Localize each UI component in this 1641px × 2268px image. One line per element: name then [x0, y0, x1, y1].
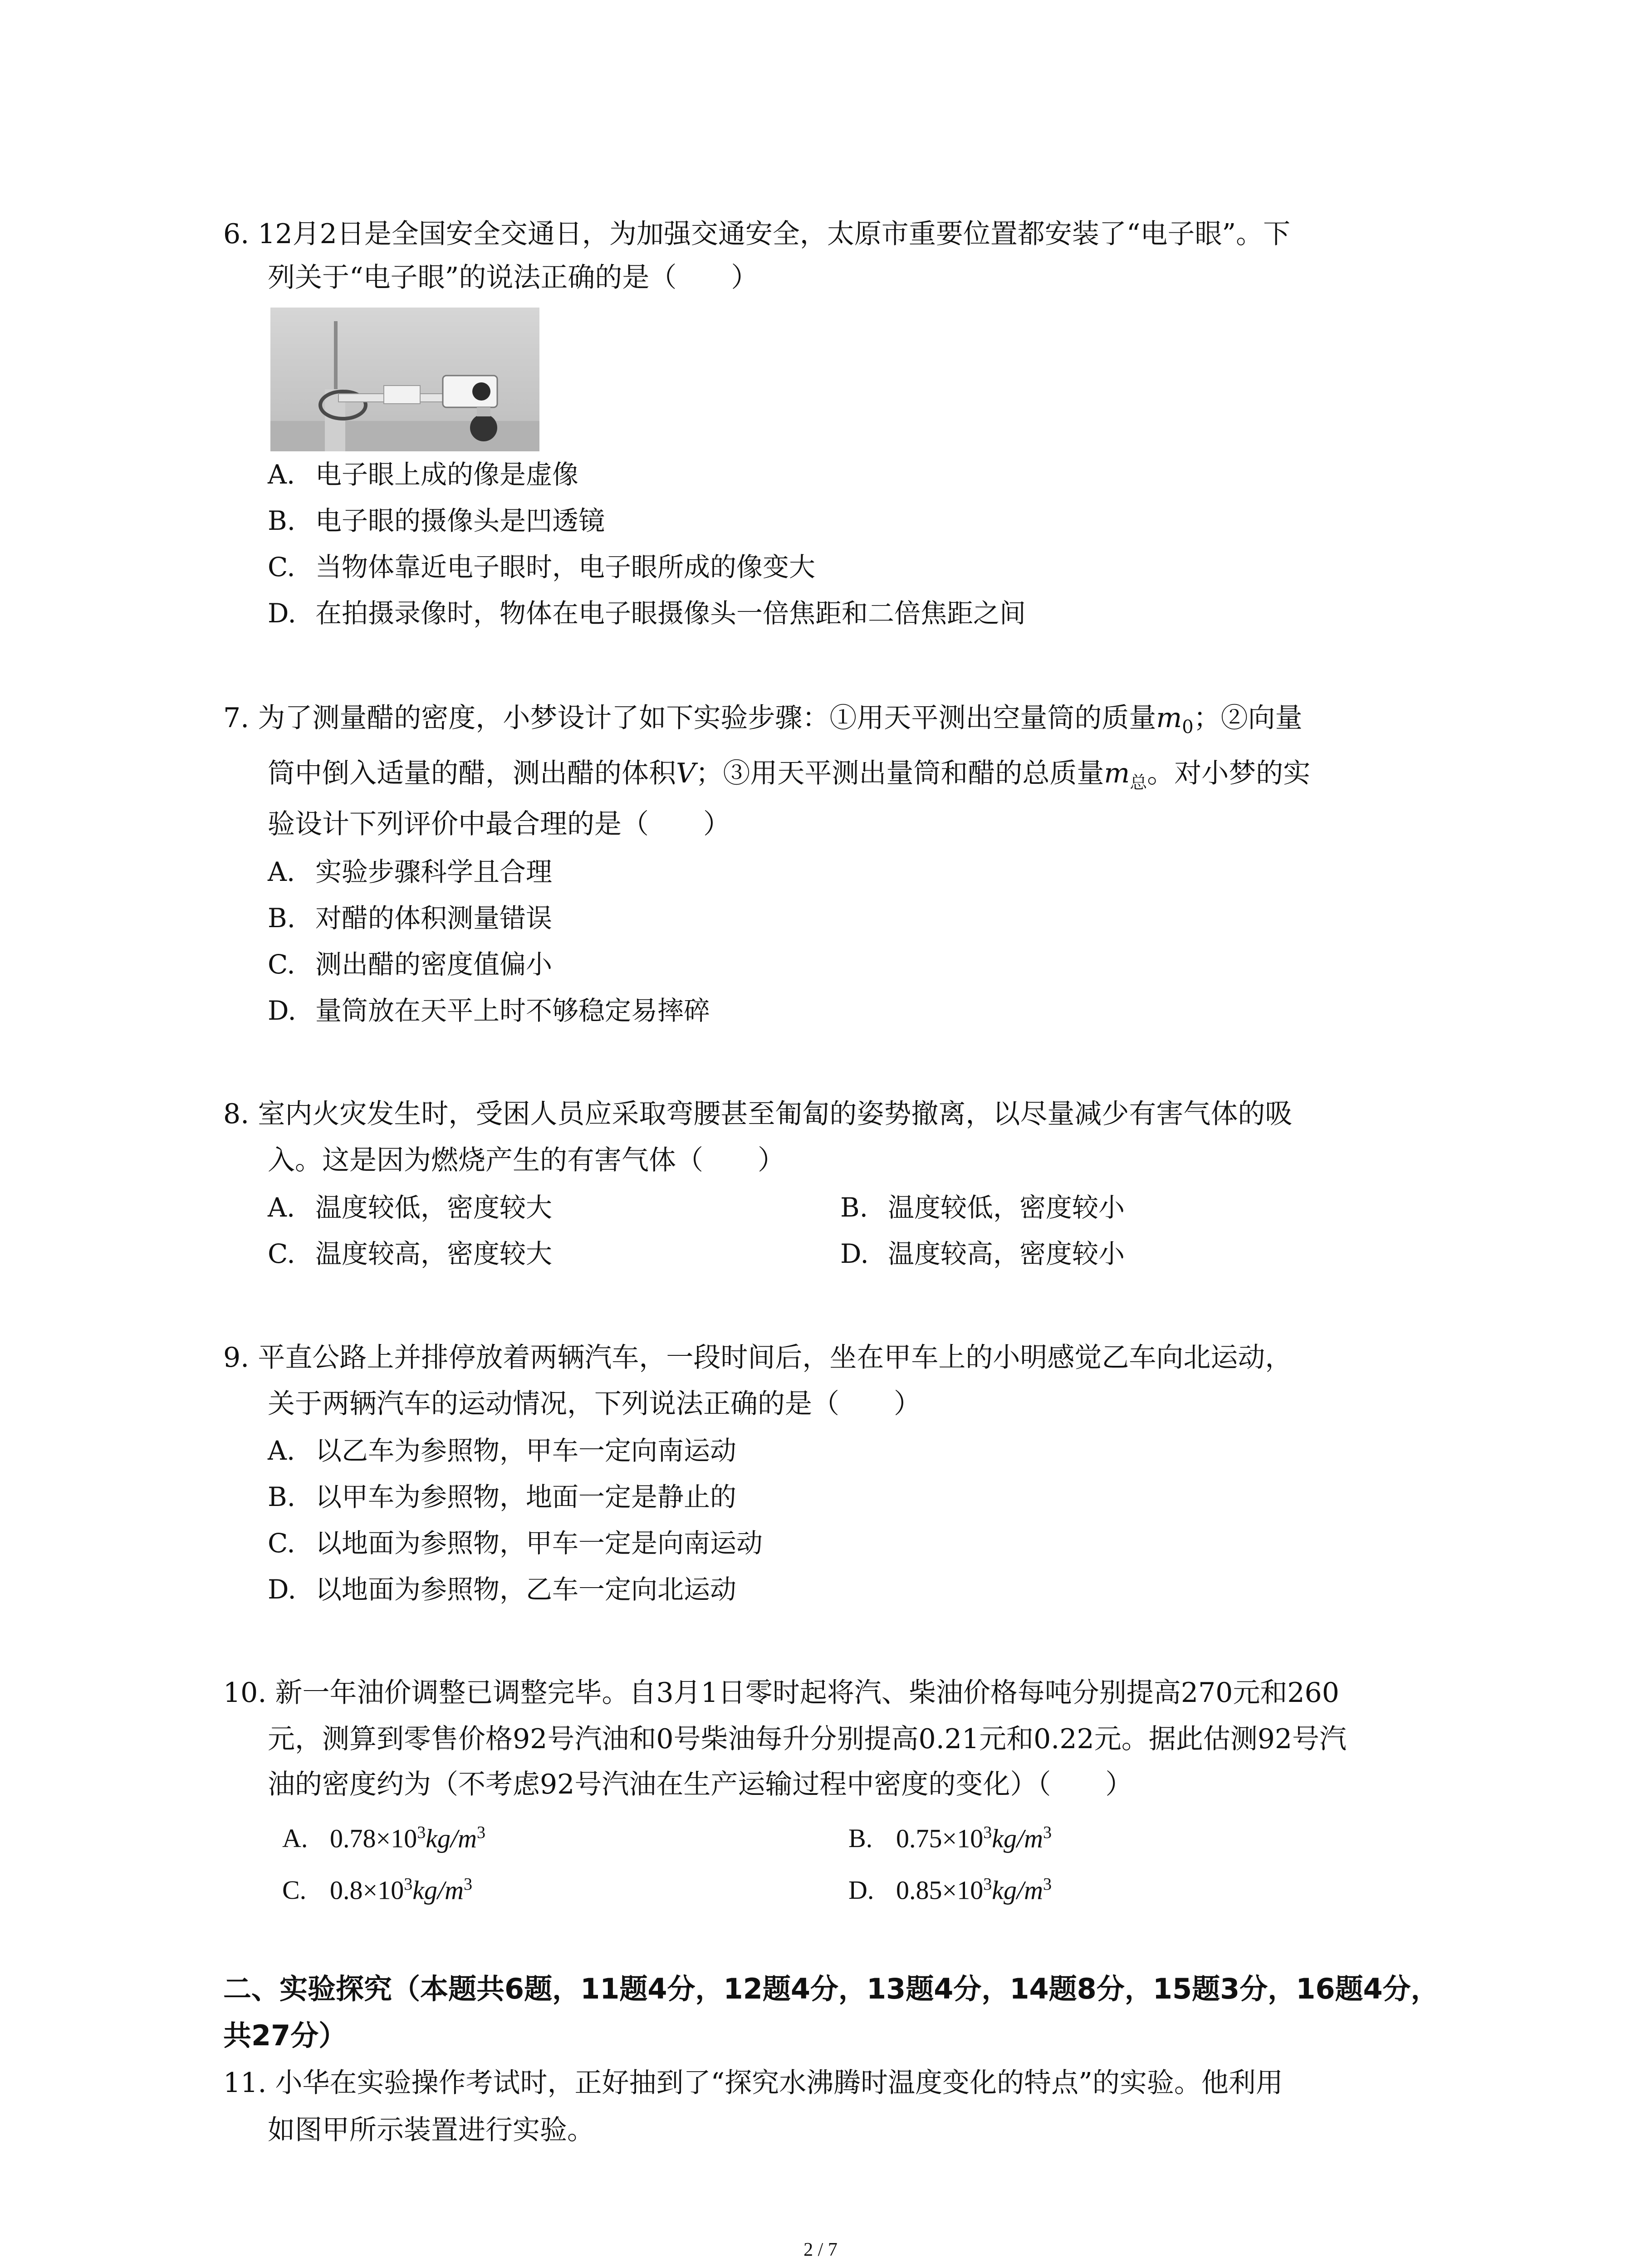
q10-option-c[interactable]: C. $0.8\times 10^3kg/m^3$ — [282, 1875, 472, 1905]
q7-stem-line-1: 7. 为了测量醋的密度，小梦设计了如下实验步骤：①用天平测出空量筒的质量$m_0$；②向量 — [223, 702, 1303, 738]
q9-option-d[interactable]: D. 以地面为参照物，乙车一定向北运动 — [268, 1574, 737, 1605]
q8-option-d[interactable]: D. 温度较高，密度较小 — [840, 1238, 1125, 1269]
q9-stem-line-1: 9. 平直公路上并排停放着两辆汽车，一段时间后，坐在甲车上的小明感觉乙车向北运动， — [223, 1342, 1293, 1374]
q9-option-b[interactable]: B. 以甲车为参照物，地面一定是静止的 — [268, 1481, 737, 1512]
section-heading-line-2: 共27分） — [223, 2019, 347, 2052]
q10-stem-line-1: 10. 新一年油价调整已调整完毕。自3月1日零时起将汽、柴油价格每吨分别提高270元和260 — [223, 1677, 1339, 1709]
q9-stem-line-2: 关于两辆汽车的运动情况，下列说法正确的是（ ） — [268, 1388, 921, 1420]
q10-option-d[interactable]: D. $0.85\times 10^3kg/m^3$ — [848, 1875, 1052, 1905]
q10-stem-line-2: 元，测算到零售价格92号汽油和0号柴油每升分别提高0.21元和0.22元。据此估测92号汽 — [268, 1723, 1347, 1755]
q11-stem-line-2: 如图甲所示装置进行实验。 — [268, 2114, 594, 2146]
q8-option-a[interactable]: A. 温度较低，密度较大 — [268, 1192, 553, 1223]
section-heading-line-1: 二、实验探究（本题共6题，11题4分，12题4分，13题4分，14题8分，15题3分，16题4分， — [223, 1972, 1439, 2005]
q10-stem-line-3: 油的密度约为（不考虑92号汽油在生产运输过程中密度的变化）（ ） — [268, 1769, 1133, 1800]
q8-stem-line-2: 入。这是因为燃烧产生的有害气体（ ） — [268, 1144, 785, 1176]
q10-option-b[interactable]: B. $0.75\times 10^3kg/m^3$ — [848, 1823, 1052, 1853]
q6-option-b[interactable]: B. 电子眼的摄像头是凹透镜 — [268, 505, 605, 536]
q6-option-a[interactable]: A. 电子眼上成的像是虚像 — [268, 459, 579, 490]
page-number: 2 / 7 — [803, 2239, 838, 2260]
q7-option-d[interactable]: D. 量筒放在天平上时不够稳定易摔碎 — [268, 995, 710, 1026]
q6-option-d[interactable]: D. 在拍摄录像时，物体在电子眼摄像头一倍焦距和二倍焦距之间 — [268, 598, 1026, 629]
q8-option-b[interactable]: B. 温度较低，密度较小 — [840, 1192, 1125, 1223]
q11-stem-line-1: 11. 小华在实验操作考试时，正好抽到了“探究水沸腾时温度变化的特点”的实验。他利用 — [223, 2067, 1283, 2099]
q6-stem-line-2: 列关于“电子眼”的说法正确的是（ ） — [268, 262, 759, 293]
q7-option-a[interactable]: A. 实验步骤科学且合理 — [268, 856, 553, 887]
q9-option-a[interactable]: A. 以乙车为参照物，甲车一定向南运动 — [268, 1435, 737, 1466]
q8-option-c[interactable]: C. 温度较高，密度较大 — [268, 1238, 553, 1269]
q10-option-a[interactable]: A. $0.78\times 10^3kg/m^3$ — [282, 1823, 485, 1853]
q6-option-c[interactable]: C. 当物体靠近电子眼时，电子眼所成的像变大 — [268, 552, 816, 582]
q7-option-c[interactable]: C. 测出醋的密度值偏小 — [268, 949, 553, 980]
q6-stem-line-1: 6. 12月2日是全国安全交通日，为加强交通安全，太原市重要位置都安装了“电子眼”。下 — [223, 218, 1291, 250]
q7-stem-line-3: 验设计下列评价中最合理的是（ ） — [268, 808, 730, 840]
electronic-eye-photo — [270, 308, 539, 451]
q8-stem-line-1: 8. 室内火灾发生时，受困人员应采取弯腰甚至匍匐的姿势撤离，以尽量减少有害气体的吸 — [223, 1098, 1293, 1130]
q7-stem-line-2: 筒中倒入适量的醋，测出醋的体积V；③用天平测出量筒和醋的总质量$m_总$。对小梦的实 — [268, 758, 1311, 792]
q9-option-c[interactable]: C. 以地面为参照物，甲车一定是向南运动 — [268, 1528, 763, 1559]
q7-option-b[interactable]: B. 对醋的体积测量错误 — [268, 903, 553, 934]
